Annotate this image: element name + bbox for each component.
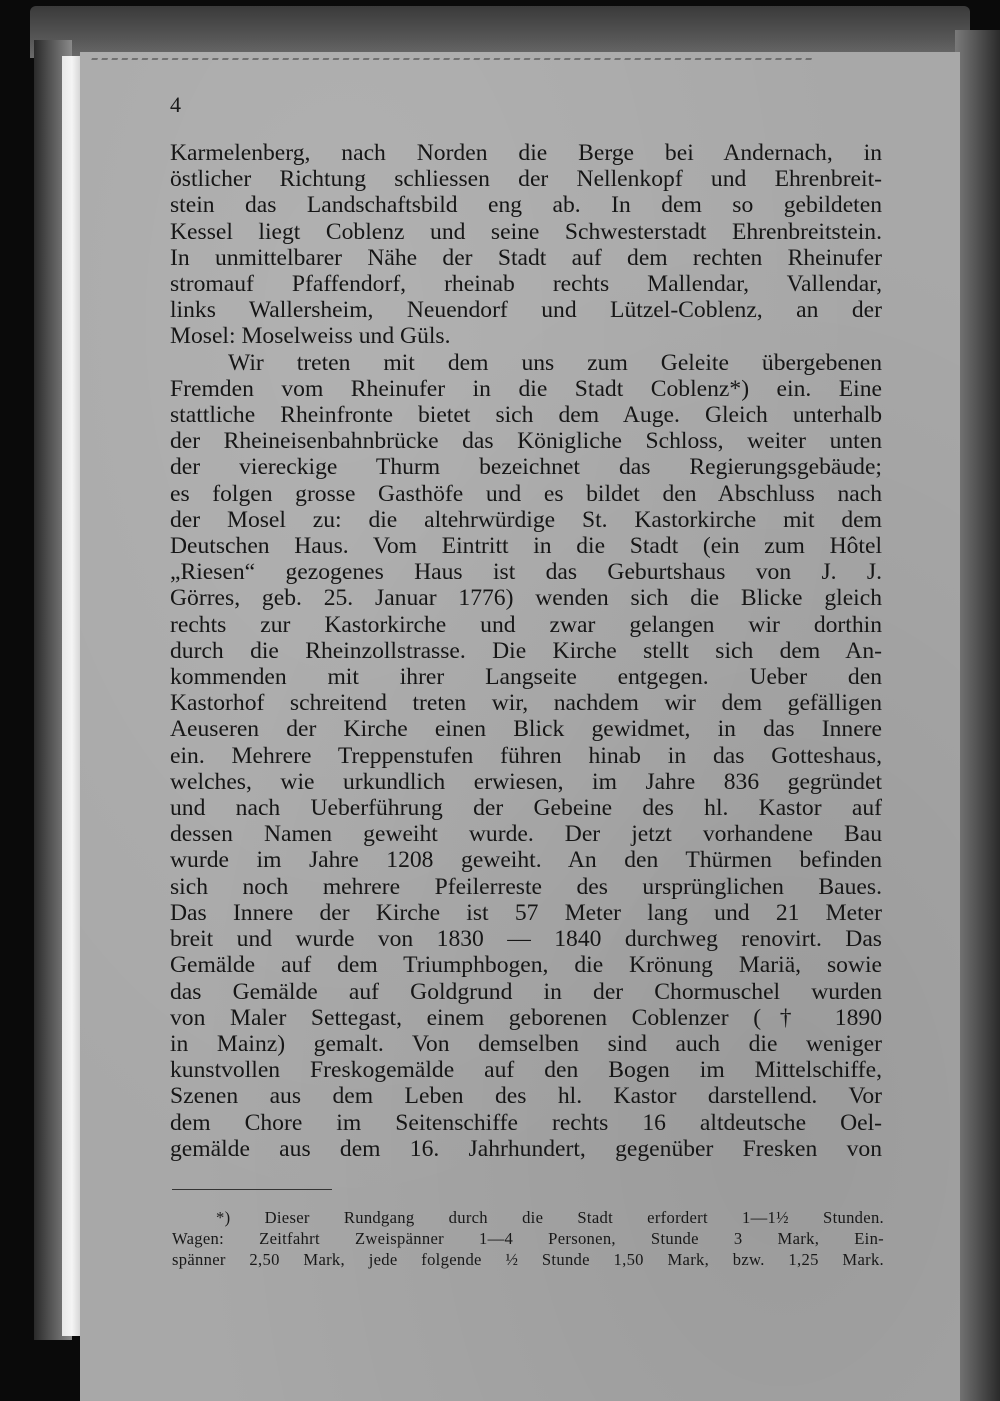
text-line: gemälde aus dem 16. Jahrhundert, gegenüber Fresken von	[170, 1135, 882, 1162]
text-line: der viereckige Thurm bezeichnet das Regierungsgebäude;	[170, 454, 882, 481]
body-text	[170, 140, 882, 1162]
text-line: breit und wurde von 1830 — 1840 durchweg renovirt. Das	[170, 926, 882, 953]
text-line: links Wallersheim, Neuendorf und Lützel-Coblenz, an der	[170, 297, 882, 324]
text-line: sich noch mehrere Pfeilerreste des ursprünglichen Baues.	[170, 873, 882, 900]
text-line: Görres, geb. 25. Januar 1776) wenden sich die Blicke gleich	[170, 585, 882, 612]
text-line: ein. Mehrere Treppenstufen führen hinab in das Gotteshaus,	[170, 742, 882, 769]
text-line: der Mosel zu: die altehrwürdige St. Kastorkirche mit dem	[170, 506, 882, 533]
text-line: das Gemälde auf Goldgrund in der Chormuschel wurden	[170, 978, 882, 1005]
text-line: durch die Rheinzollstrasse. Die Kirche stellt sich dem An-	[170, 637, 882, 664]
text-line: der Rheineisenbahnbrücke das Königliche Schloss, weiter unten	[170, 428, 882, 455]
text-line: kommenden mit ihrer Langseite entgegen. Ueber den	[170, 664, 882, 691]
text-line: „Riesen“ gezogenes Haus ist das Geburtshaus von J. J.	[170, 559, 882, 586]
pencil-marks	[84, 58, 812, 80]
text-line: rechts zur Kastorkirche und zwar gelangen wir dorthin	[170, 611, 882, 638]
text-line: Deutschen Haus. Vom Eintritt in die Stadt (ein zum Hôtel	[170, 533, 882, 560]
footnote-line: spänner 2,50 Mark, jede folgende ½ Stunde 1,50 Mark, bzw. 1,25 Mark.	[172, 1250, 884, 1269]
text-line: stromauf Pfaffendorf, rheinab rechts Mallendar, Vallendar,	[170, 271, 882, 298]
text-line: in Mainz) gemalt. Von demselben sind auch die weniger	[170, 1030, 882, 1057]
book-cover-right-edge	[955, 30, 1000, 1401]
text-line: Aeuseren der Kirche einen Blick gewidmet, in das Innere	[170, 716, 882, 743]
text-line: Das Innere der Kirche ist 57 Meter lang und 21 Meter	[170, 899, 882, 926]
text-line: stein das Landschaftsbild eng ab. In dem so gebildeten	[170, 192, 882, 219]
text-line: kunstvollen Freskogemälde auf den Bogen im Mittelschiffe,	[170, 1057, 882, 1084]
footnote-line: *) Dieser Rundgang durch die Stadt erfordert 1—1½ Stunden.	[216, 1208, 884, 1227]
page-number: 4	[170, 92, 181, 117]
text-line: Kessel liegt Coblenz und seine Schwesterstadt Ehrenbreitstein.	[170, 218, 882, 245]
text-line: welches, wie urkundlich erwiesen, im Jahre 836 gegründet	[170, 768, 882, 795]
page-stack-edge	[62, 56, 82, 1336]
footnote	[172, 1207, 884, 1270]
text-line: Szenen aus dem Leben des hl. Kastor darstellend. Vor	[170, 1083, 882, 1110]
footnote-line: Wagen: Zeitfahrt Zweispänner 1—4 Personen, Stunde 3 Mark, Ein-	[172, 1229, 884, 1248]
text-line: wurde im Jahre 1208 geweiht. An den Thürmen befinden	[170, 847, 882, 874]
text-line: von Maler Settegast, einem geborenen Coblenzer († 1890	[170, 1004, 882, 1031]
text-line: Karmelenberg, nach Norden die Berge bei Andernach, in	[170, 140, 882, 166]
text-line: Gemälde auf dem Triumphbogen, die Krönung Mariä, sowie	[170, 952, 882, 979]
text-line: dem Chore im Seitenschiffe rechts 16 altdeutsche Oel-	[170, 1109, 882, 1136]
text-line: und nach Ueberführung der Gebeine des hl. Kastor auf	[170, 795, 882, 822]
text-line: Fremden vom Rheinufer in die Stadt Coblenz*) ein. Eine	[170, 375, 882, 402]
text-line: dessen Namen geweiht wurde. Der jetzt vorhandene Bau	[170, 821, 882, 848]
text-line: östlicher Richtung schliessen der Nellenkopf und Ehrenbreit-	[170, 166, 882, 193]
text-line: Kastorhof schreitend treten wir, nachdem wir dem gefälligen	[170, 690, 882, 717]
footnote-rule	[172, 1189, 332, 1190]
text-line: stattliche Rheinfronte bietet sich dem Auge. Gleich unterhalb	[170, 402, 882, 429]
text-line: Mosel: Moselweiss und Güls.	[170, 323, 451, 350]
text-line: Wir treten mit dem uns zum Geleite übergebenen	[228, 349, 882, 376]
text-line: es folgen grosse Gasthöfe und es bildet den Abschluss nach	[170, 480, 882, 507]
book-cover-top-edge	[30, 6, 970, 58]
text-line: In unmittelbarer Nähe der Stadt auf dem rechten Rheinufer	[170, 244, 882, 271]
